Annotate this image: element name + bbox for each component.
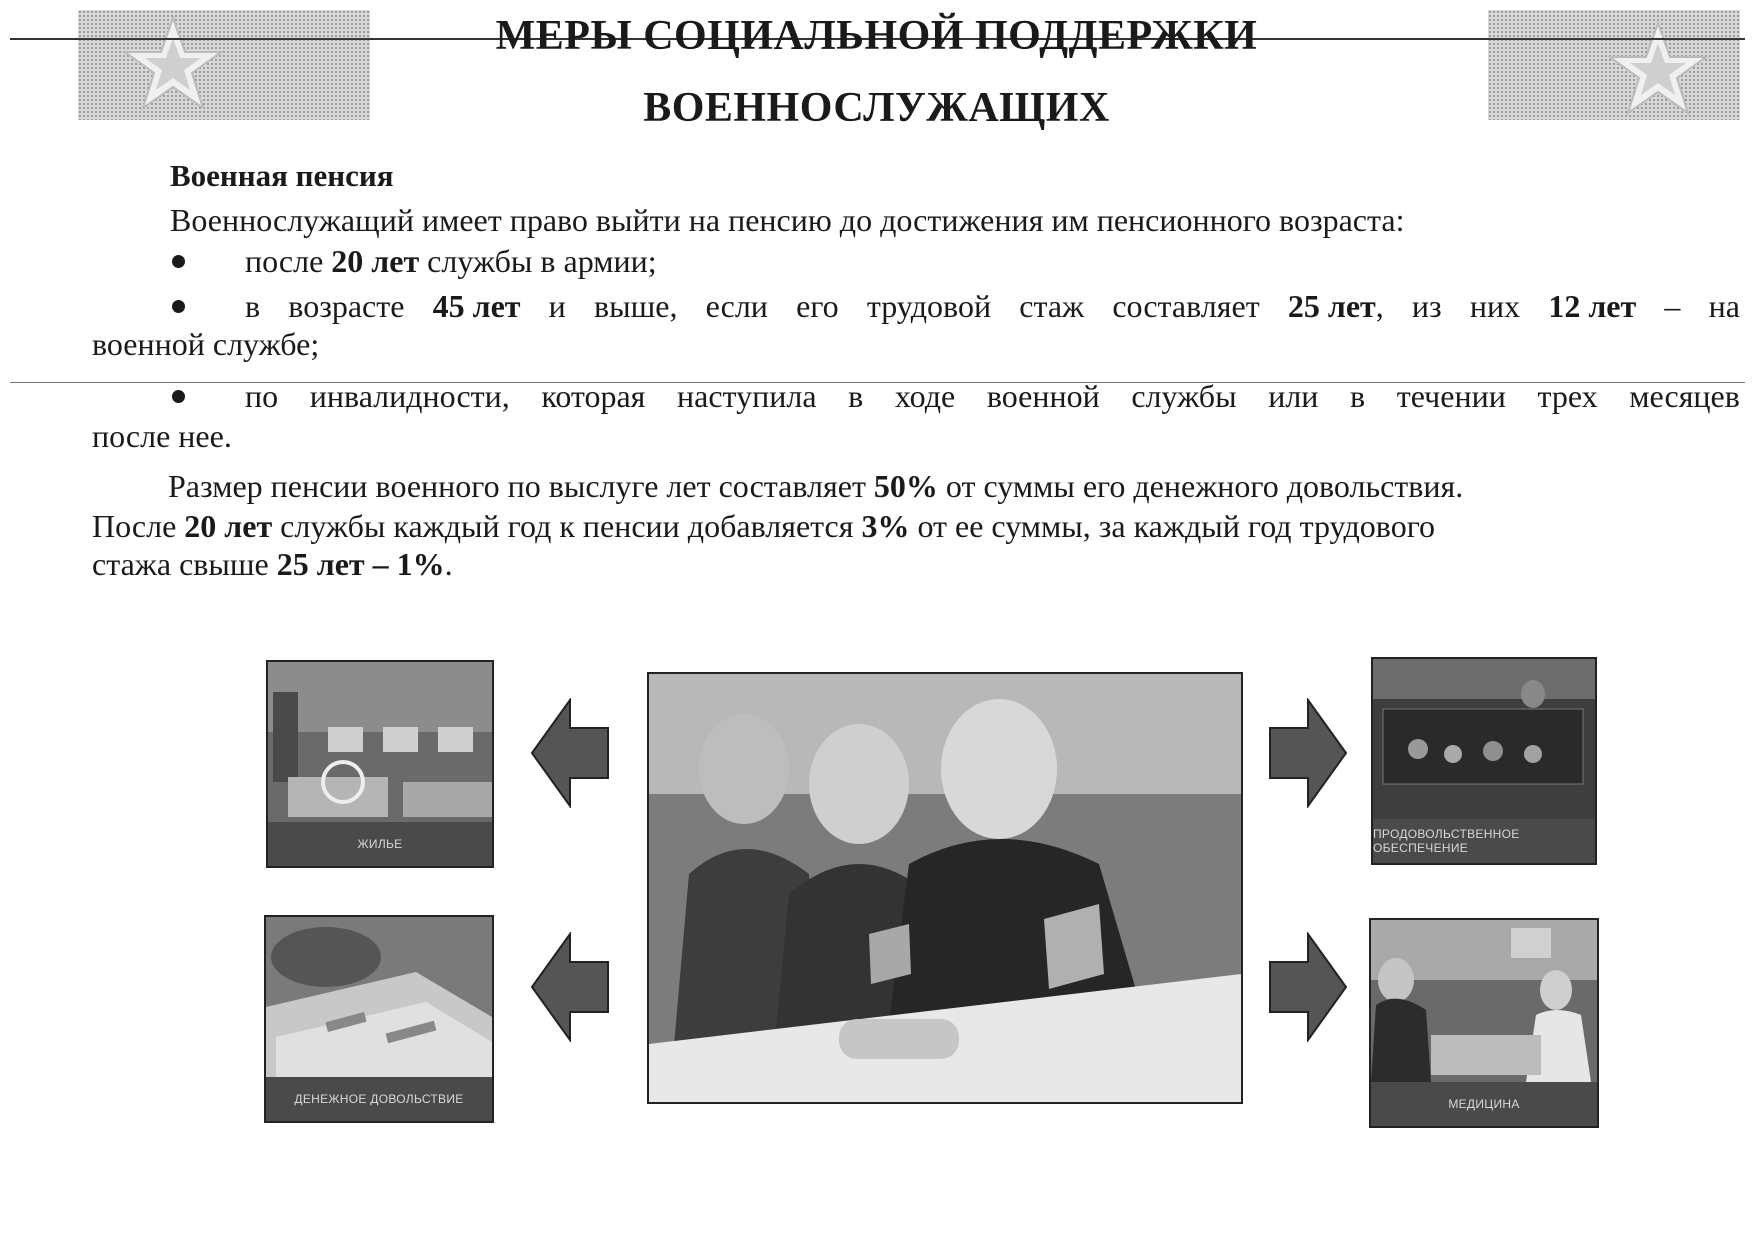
pension-para-line3 [92,546,453,582]
b2-word: и [548,288,566,324]
b2-word: на [1708,288,1740,324]
b2-word: выше, [593,288,678,324]
para1-text-end: от суммы его денежного довольствия. [937,468,1464,504]
b3-word: военной [986,378,1100,414]
b3-word: в [1350,378,1366,414]
para2-text-mid: службы каждый год к пенсии добавляется [272,508,862,544]
page-title-line1: МЕРЫ СОЦИАЛЬНОЙ ПОДДЕРЖКИ [495,13,1258,59]
b3-word: месяцев [1629,378,1740,414]
bullet-item-2-line2: военной службе; [92,326,320,362]
b3-word: течении [1396,378,1506,414]
arrow-right-icon [1268,698,1348,808]
intro-text: Военнослужащий имеет право выйти на пенсию до достижения им пенсионного возраста: [170,202,1405,238]
b3-word: трех [1537,378,1598,414]
soldiers-photo [647,672,1243,1104]
para3-text: стажа свыше [92,546,277,582]
b3-word: в [848,378,864,414]
para2-bold-3: 3% [861,508,910,544]
bullet-dot [172,390,185,403]
medicine-caption: МЕДИЦИНА [1371,1082,1597,1126]
soldiers-illustration [649,674,1241,1102]
b2-comma: , [1375,288,1384,324]
para2-bold-20: 20 лет [184,508,273,544]
arrow-left-icon [530,932,610,1042]
para1-bold: 50% [873,468,938,504]
para3-bold: 25 лет – 1% [276,546,445,582]
bullet-dot [172,300,185,313]
b2-bold-25: 25 лет [1287,288,1376,324]
b2-word: них [1469,288,1521,324]
medicine-photo [1369,918,1599,1128]
para2-text-end: от ее суммы, за каждый год трудового [909,508,1436,544]
b2-word: стаж [1019,288,1085,324]
b3-word: службы [1131,378,1237,414]
arrow-left-icon [530,698,610,808]
b2-bold-25-group [1288,288,1384,325]
housing-caption: ЖИЛЬЕ [268,822,492,866]
bullet-item-3-line2: после нее. [92,418,232,454]
b2-bold-45: 45 лет [432,288,521,324]
b3-word: которая [541,378,646,414]
b2-dash: – [1664,288,1681,324]
bullet1-text-a: после [245,243,332,279]
para2-text: После [92,508,185,544]
money-photo [264,915,494,1123]
b2-word: если [705,288,768,324]
food-caption: ПРОДОВОЛЬСТВЕННОЕ ОБЕСПЕЧЕНИЕ [1373,819,1595,863]
bullet1-bold: 20 лет [331,243,420,279]
b2-word: его [796,288,839,324]
b2-word: трудовой [866,288,992,324]
arrow-right-icon [1268,932,1348,1042]
food-photo [1371,657,1597,865]
bedroom-illustration [268,662,492,822]
banknotes-illustration [266,917,492,1077]
bullet-dot [172,255,185,268]
clinic-illustration [1371,920,1597,1082]
bullet-item-2-line1 [245,288,1740,325]
pension-para-line1 [168,468,1740,504]
b3-word: инвалидности, [309,378,510,414]
b2-word: составляет [1112,288,1260,324]
money-caption: ДЕНЕЖНОЕ ДОВОЛЬСТВИЕ [266,1077,492,1121]
bullet-item-1 [245,243,657,279]
b2-word: из [1411,288,1442,324]
b3-word: наступила [677,378,817,414]
b2-word: возрасте [288,288,405,324]
b3-word: ходе [894,378,956,414]
b3-word: по [245,378,279,414]
para3-period: . [444,546,453,582]
bullet1-text-c: службы в армии; [419,243,657,279]
para1-text: Размер пенсии военного по выслуге лет составляет [168,468,874,504]
dining-illustration [1373,659,1595,819]
page-title-line2: ВОЕННОСЛУЖАЩИХ [643,85,1110,131]
b3-word: или [1268,378,1319,414]
bullet-item-3-line1 [245,378,1740,415]
housing-photo [266,660,494,868]
pension-para-line2 [92,508,1435,544]
b2-word: в [245,288,261,324]
b2-bold-12: 12 лет [1548,288,1637,324]
section-heading: Военная пенсия [170,158,394,193]
